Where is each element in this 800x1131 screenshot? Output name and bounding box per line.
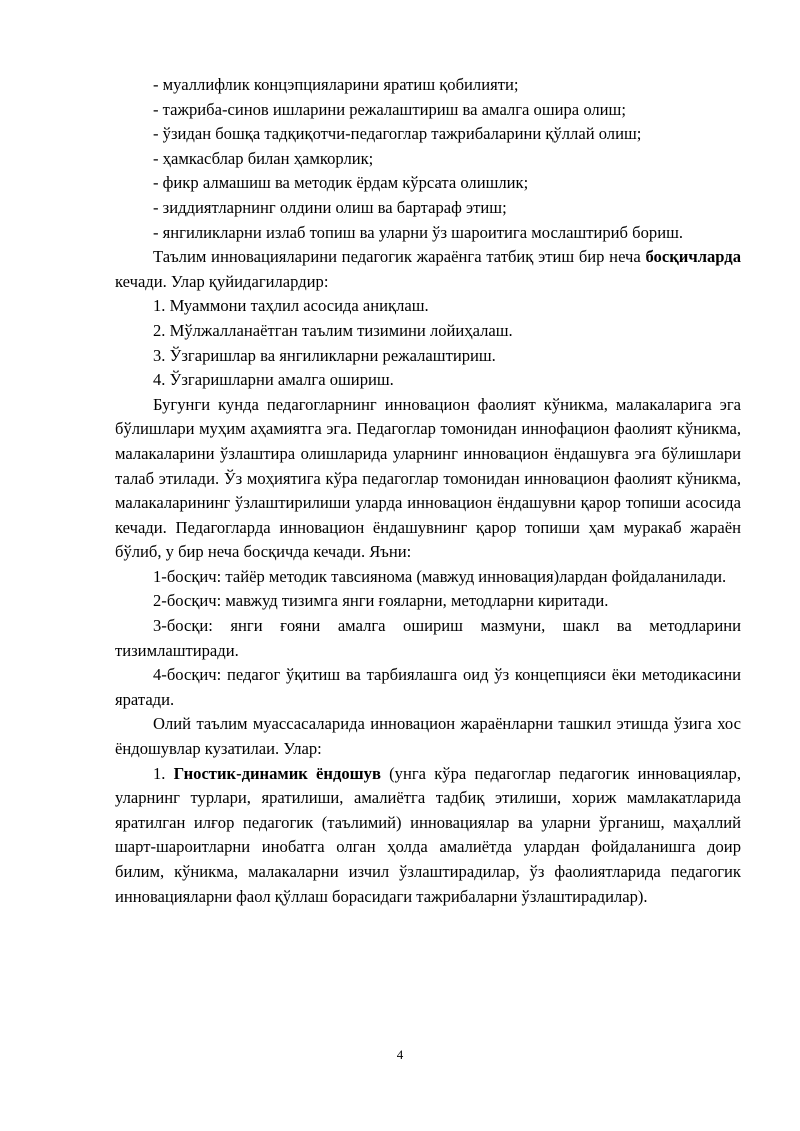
list-item: - ўзидан бошқа тадқиқотчи-педагоглар тажрибаларини қўллай олиш; [153,124,642,144]
stage-item: 4. Ўзгаришларни амалга ошириш. [153,370,394,390]
step-item: 4-босқич: педагог ўқитиш ва тарбиялашга оид ўз концепцияси ёки методикасини яратади. [115,665,741,709]
list-item: - ҳамкасблар билан ҳамкорлик; [153,148,374,168]
approach-paragraph [115,762,741,910]
paragraph-higher-education: Олий таълим муассасаларида инновацион жараёнларни ташкил этишда ўзига хос ёндошувлар кузатилаи. Улар: [115,714,741,759]
list-item: - муаллифлик концэпцияларини яратиш қобилияти; [153,75,519,94]
approach-title: Гностик-динамик ёндошув [173,763,381,783]
step-item: 3-босқи: янги ғояни амалга ошириш мазмуни, шакл ва методларини тизимлаштиради. [115,616,741,660]
step-item: 2-босқич: мавжуд тизимга янги ғояларни, методларни киритади. [153,591,609,611]
page-number: 4 [396,1047,404,1062]
step-item: 1-босқич: тайёр методик тавсиянома (мавжуд инновация)лардан фойдаланилади. [153,566,727,586]
list-item: - фикр алмашиш ва методик ёрдам кўрсата олишлик; [153,173,529,193]
approach-number: 1. [153,763,174,783]
approach-text: (унга кўра педагоглар педагогик инновациялар, уларнинг турлари, яратилиши, амалиётга тадбиқ этилиши, хориж мамлакатларида яратилган илғор педагогик (таълимий) инновациялар ва уларни ўрганиш, маҳаллий шарт-шароитларни инобатга олган ҳолда амалиётда улардан фойдаланишга доир билим, кўникма, малакаларни изчил ўзлаштирадилар, ўз фаолиятларида педагогик инновацияларни фаол қўллаш борасидаги тажрибаларни ўзлаштирадилар). [115,763,741,906]
list-item: - тажриба-синов ишларини режалаштириш ва амалга ошира олиш; [153,99,626,119]
stages-keyword: босқичларда [645,247,741,267]
stages-intro: Таълим инновацияларини педагогик жараёнга татбиқ этиш бир неча [153,247,646,267]
stages-paragraph [115,245,741,294]
body-text [115,73,741,909]
stage-item: 1. Муаммони таҳлил асосида аниқлаш. [153,296,429,316]
stage-item: 2. Мўлжалланаётган таълим тизимини лойиҳалаш. [153,320,513,340]
paragraph-innovative-approach: Бугунги кунда педагогларнинг инновацион фаолият кўникма, малакаларига эга бўлишлари муҳим аҳамиятга эга. Педагоглар томонидан иннофацион фаолият кўникма, малакаларини ўзлаштира олишларида уларнинг инновацион ёндашувга эга бўлишлари талаб этилади. Ўз моҳиятига кўра педагоглар томонидан инновацион фаолият кўникма, малакаларининг ўзлаштирилиши уларда инновацион ёндашувни қарор топиши асосида кечади. Педагогларда инновацион ёндашувнинг қарор топиши ҳам муракаб жараён бўлиб, у бир неча босқичда кечади. Яъни: [115,394,741,562]
list-item: - янгиликларни излаб топиш ва уларни ўз шароитига мослаштириб бориш. [153,222,683,242]
stages-outro: кечади. Улар қуйидагилардир: [115,271,329,291]
list-item: - зиддиятларнинг олдини олиш ва бартараф этиш; [153,197,507,217]
stage-item: 3. Ўзгаришлар ва янгиликларни режалаштириш. [153,345,496,365]
